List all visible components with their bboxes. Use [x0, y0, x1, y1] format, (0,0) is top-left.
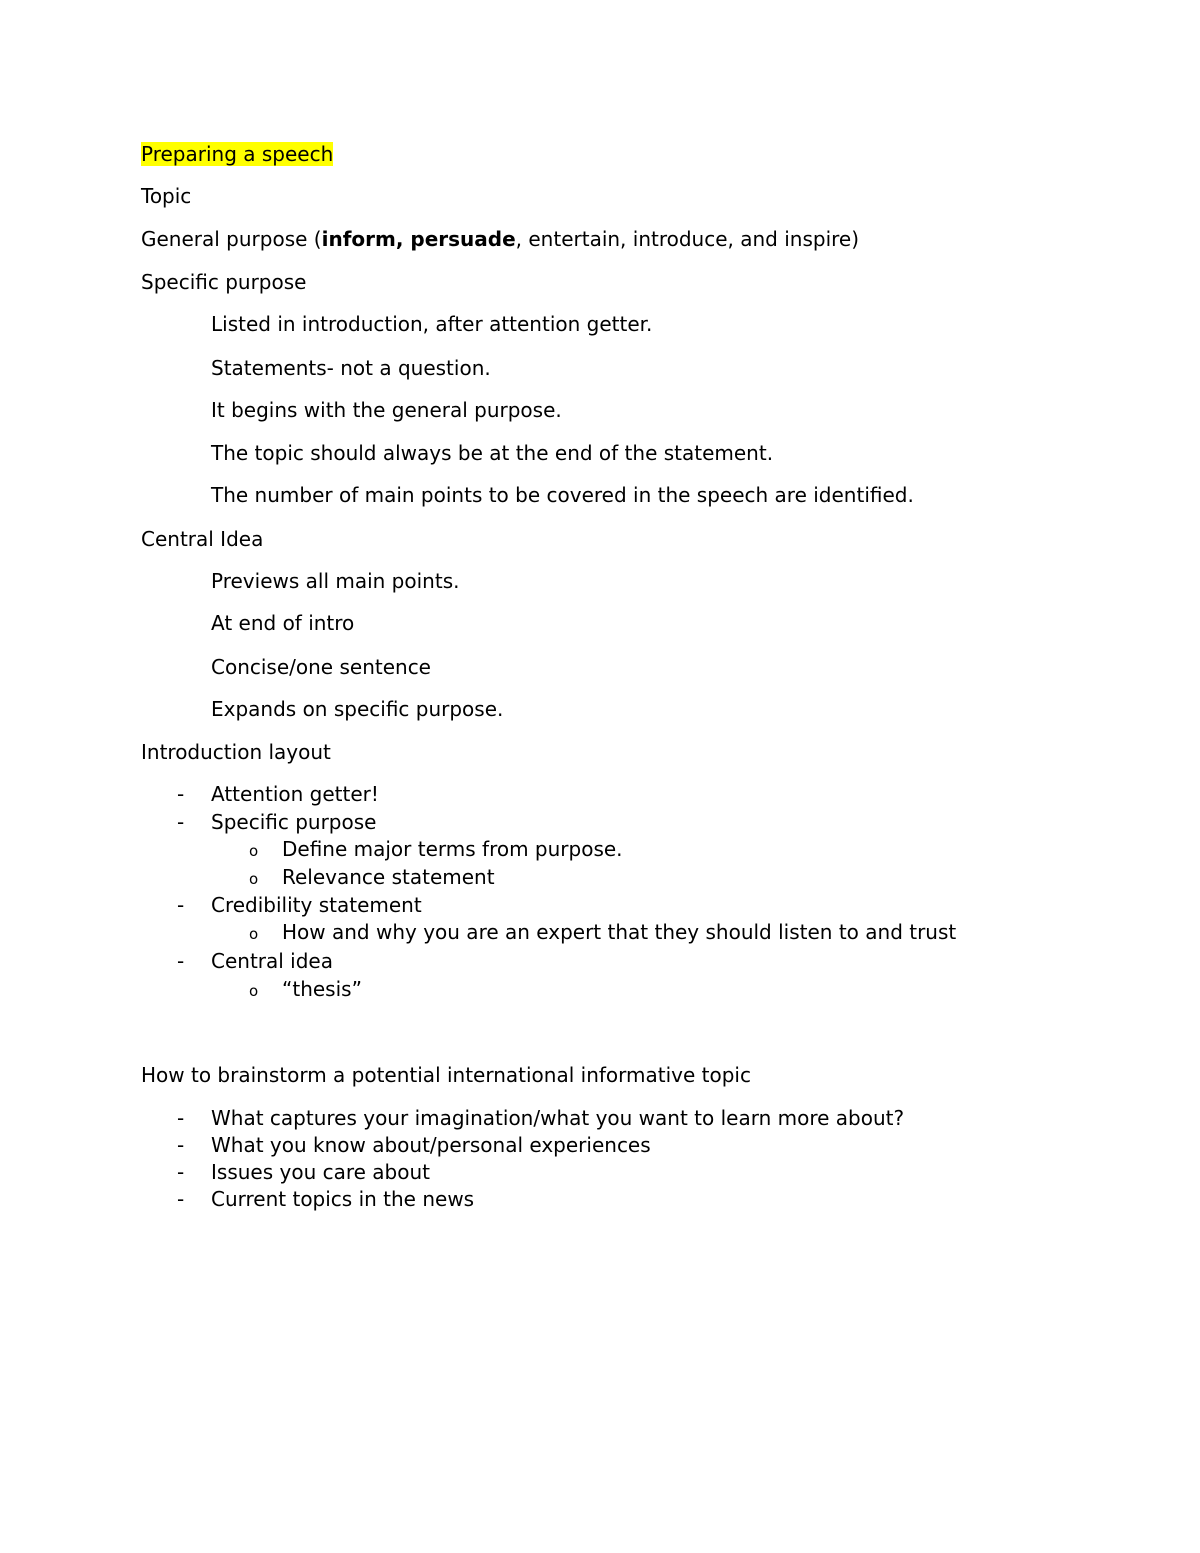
intro-layout-subitem: How and why you are an expert that they should listen to and trust	[282, 920, 957, 944]
circle-bullet: o	[249, 982, 259, 1000]
document-title	[141, 141, 333, 167]
general-purpose-suffix: , entertain, introduce, and inspire)	[515, 227, 860, 251]
central-idea-heading: Central Idea	[141, 527, 264, 551]
general-purpose-prefix: General purpose (	[141, 227, 322, 251]
circle-bullet: o	[249, 925, 259, 943]
specific-purpose-item: It begins with the general purpose.	[211, 398, 562, 422]
introduction-layout-heading: Introduction layout	[141, 740, 331, 764]
brainstorm-heading: How to brainstorm a potential international informative topic	[141, 1063, 751, 1087]
intro-layout-item: Attention getter!	[211, 782, 379, 806]
general-purpose-line	[141, 226, 859, 252]
specific-purpose-heading: Specific purpose	[141, 270, 307, 294]
central-idea-item: Previews all main points.	[211, 569, 460, 593]
dash-bullet: -	[177, 1106, 185, 1130]
specific-purpose-item: Statements- not a question.	[211, 356, 491, 380]
brainstorm-item: Current topics in the news	[211, 1187, 475, 1211]
general-purpose-bold: inform, persuade	[321, 227, 516, 251]
specific-purpose-item: The number of main points to be covered in the speech are identified.	[211, 483, 914, 507]
specific-purpose-item: The topic should always be at the end of the statement.	[211, 441, 774, 465]
central-idea-item: At end of intro	[211, 611, 355, 635]
dash-bullet: -	[177, 1133, 185, 1157]
dash-bullet: -	[177, 1160, 185, 1184]
topic-heading: Topic	[141, 184, 192, 208]
intro-layout-subitem: Define major terms from purpose.	[282, 837, 623, 861]
intro-layout-item: Central idea	[211, 949, 333, 973]
dash-bullet: -	[177, 810, 185, 834]
dash-bullet: -	[177, 1187, 185, 1211]
specific-purpose-item: Listed in introduction, after attention getter.	[211, 312, 653, 336]
brainstorm-item: What captures your imagination/what you want to learn more about?	[211, 1106, 905, 1130]
dash-bullet: -	[177, 949, 185, 973]
intro-layout-item: Specific purpose	[211, 810, 377, 834]
central-idea-item: Concise/one sentence	[211, 655, 431, 679]
central-idea-item: Expands on specific purpose.	[211, 697, 504, 721]
brainstorm-item: What you know about/personal experiences	[211, 1133, 651, 1157]
intro-layout-subitem: “thesis”	[282, 977, 362, 1001]
brainstorm-item: Issues you care about	[211, 1160, 431, 1184]
intro-layout-subitem: Relevance statement	[282, 865, 495, 889]
title-highlight: Preparing a speech	[141, 142, 334, 166]
circle-bullet: o	[249, 870, 259, 888]
circle-bullet: o	[249, 842, 259, 860]
dash-bullet: -	[177, 893, 185, 917]
intro-layout-item: Credibility statement	[211, 893, 422, 917]
dash-bullet: -	[177, 782, 185, 806]
